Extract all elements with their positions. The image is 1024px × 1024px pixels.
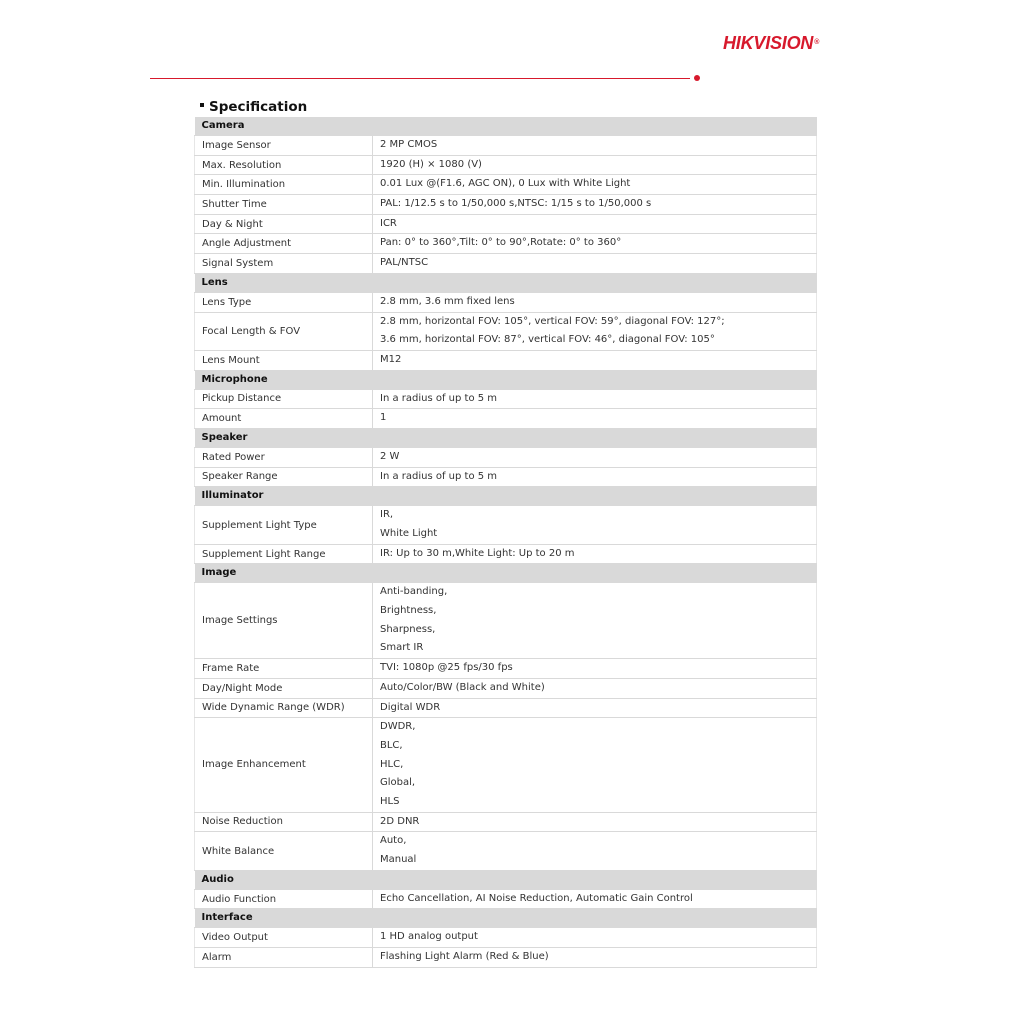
spec-row [195, 234, 817, 254]
spec-value-line: ICR [380, 217, 397, 229]
spec-label: Frame Rate [195, 659, 373, 679]
spec-value [373, 214, 817, 234]
spec-value [373, 506, 817, 544]
spec-value-line: Digital WDR [380, 701, 441, 713]
spec-value-line: Brightness, [380, 605, 437, 617]
spec-label: Max. Resolution [195, 155, 373, 175]
spec-label: Rated Power [195, 447, 373, 467]
spec-label: Supplement Light Range [195, 544, 373, 564]
spec-label: Audio Function [195, 889, 373, 909]
section-header [195, 273, 817, 292]
spec-value [373, 155, 817, 175]
section-title: Camera [195, 117, 817, 136]
spec-label: Image Settings [195, 583, 373, 659]
spec-row [195, 175, 817, 195]
spec-value-line: PAL/NTSC [380, 257, 429, 269]
spec-value [373, 678, 817, 698]
spec-row [195, 467, 817, 487]
spec-label: Angle Adjustment [195, 234, 373, 254]
section-header [195, 428, 817, 447]
section-title: Microphone [195, 370, 817, 389]
spec-label: Image Sensor [195, 136, 373, 156]
spec-value [373, 544, 817, 564]
spec-row [195, 889, 817, 909]
spec-value-line: Auto, [380, 835, 407, 847]
spec-value [373, 467, 817, 487]
spec-value [373, 698, 817, 718]
page-title [200, 98, 307, 116]
section-header [195, 909, 817, 928]
spec-label: Image Enhancement [195, 718, 373, 812]
spec-value [373, 718, 817, 812]
spec-value [373, 832, 817, 870]
spec-value [373, 136, 817, 156]
spec-row [195, 659, 817, 679]
spec-row [195, 928, 817, 948]
spec-value-line: 2 MP CMOS [380, 139, 438, 150]
spec-label: Wide Dynamic Range (WDR) [195, 698, 373, 718]
spec-value-line: Auto/Color/BW (Black and White) [380, 681, 545, 693]
spec-label: Signal System [195, 254, 373, 274]
spec-row [195, 832, 817, 870]
spec-row [195, 718, 817, 812]
spec-value-line: Flashing Light Alarm (Red & Blue) [380, 951, 549, 963]
spec-row [195, 254, 817, 274]
section-title: Interface [195, 909, 817, 928]
spec-label: Lens Mount [195, 350, 373, 370]
spec-row [195, 812, 817, 832]
spec-value-line: Manual [380, 854, 417, 865]
spec-value [373, 409, 817, 429]
section-header [195, 564, 817, 583]
page-title-text: Specification [209, 99, 308, 115]
spec-value-line: 1920 (H) × 1080 (V) [380, 158, 482, 170]
spec-value-line: 3.6 mm, horizontal FOV: 87°, vertical FOV: 46°, diagonal FOV: 105° [380, 334, 715, 346]
section-header [195, 487, 817, 506]
section-title: Audio [195, 870, 817, 889]
spec-value-line: White Light [380, 528, 438, 539]
spec-value [373, 583, 817, 659]
spec-value-line: 2D DNR [380, 815, 420, 827]
spec-value [373, 195, 817, 215]
spec-row [195, 583, 817, 659]
section-title: Speaker [195, 428, 817, 447]
spec-row [195, 312, 817, 350]
spec-value [373, 312, 817, 350]
section-header [195, 117, 817, 136]
spec-value-line: Sharpness, [380, 623, 436, 635]
spec-row [195, 214, 817, 234]
spec-value-line: Global, [380, 777, 416, 789]
spec-row [195, 136, 817, 156]
spec-table [194, 117, 817, 968]
spec-value-line: HLS [380, 795, 400, 807]
spec-label: Speaker Range [195, 467, 373, 487]
spec-value-line: DWDR, [380, 721, 416, 733]
spec-value-line: IR: Up to 30 m,White Light: Up to 20 m [380, 547, 575, 559]
spec-row [195, 447, 817, 467]
spec-label: White Balance [195, 832, 373, 870]
spec-value-line: Anti-banding, [380, 586, 448, 598]
spec-value [373, 234, 817, 254]
spec-value-line: In a radius of up to 5 m [380, 470, 498, 482]
spec-label: Supplement Light Type [195, 506, 373, 544]
spec-label: Min. Illumination [195, 175, 373, 195]
spec-value-line: 1 HD analog output [380, 931, 478, 943]
spec-value [373, 812, 817, 832]
spec-value [373, 928, 817, 948]
header-divider-dot [694, 75, 700, 81]
spec-value [373, 948, 817, 968]
spec-row [195, 506, 817, 544]
spec-value-line: M12 [380, 353, 402, 365]
spec-value-line: 2.8 mm, 3.6 mm fixed lens [380, 295, 515, 307]
spec-label: Lens Type [195, 292, 373, 312]
spec-row [195, 155, 817, 175]
spec-row [195, 292, 817, 312]
spec-value [373, 889, 817, 909]
spec-label: Alarm [195, 948, 373, 968]
registered-mark: ® [814, 39, 820, 46]
spec-value-line: 1 [380, 412, 387, 424]
spec-value-line: Pan: 0° to 360°,Tilt: 0° to 90°,Rotate: 0° to 360° [380, 237, 622, 249]
spec-row [195, 409, 817, 429]
header-divider [150, 78, 690, 79]
spec-value-line: IR, [380, 509, 394, 521]
section-title: Image [195, 564, 817, 583]
spec-value-line: 2 W [380, 450, 400, 462]
spec-value [373, 447, 817, 467]
bullet-icon [200, 103, 204, 107]
section-header [195, 870, 817, 889]
spec-value-line: Echo Cancellation, AI Noise Reduction, Automatic Gain Control [380, 892, 693, 904]
section-header [195, 370, 817, 389]
spec-label: Pickup Distance [195, 389, 373, 409]
spec-label: Day/Night Mode [195, 678, 373, 698]
spec-value-line: BLC, [380, 739, 403, 751]
brand-logo-text: HIKVISION [723, 33, 814, 53]
spec-row [195, 389, 817, 409]
spec-label: Day & Night [195, 214, 373, 234]
spec-row [195, 544, 817, 564]
spec-value-line: 0.01 Lux @(F1.6, AGC ON), 0 Lux with White Light [380, 178, 631, 190]
spec-row [195, 698, 817, 718]
spec-value-line: In a radius of up to 5 m [380, 392, 498, 404]
spec-value-line: HLC, [380, 758, 404, 770]
spec-label: Focal Length & FOV [195, 312, 373, 350]
spec-row [195, 678, 817, 698]
spec-row [195, 195, 817, 215]
spec-label: Video Output [195, 928, 373, 948]
spec-value-line: TVI: 1080p @25 fps/30 fps [380, 662, 513, 674]
spec-label: Amount [195, 409, 373, 429]
spec-value [373, 389, 817, 409]
spec-value [373, 175, 817, 195]
spec-value [373, 350, 817, 370]
spec-row [195, 350, 817, 370]
brand-logo [723, 33, 819, 53]
spec-row [195, 948, 817, 968]
section-title: Illuminator [195, 487, 817, 506]
spec-value-line: 2.8 mm, horizontal FOV: 105°, vertical FOV: 59°, diagonal FOV: 127°; [380, 315, 725, 327]
spec-value [373, 254, 817, 274]
spec-value [373, 659, 817, 679]
spec-value-line: Smart IR [380, 642, 424, 654]
spec-label: Shutter Time [195, 195, 373, 215]
spec-value-line: PAL: 1/12.5 s to 1/50,000 s,NTSC: 1/15 s to 1/50,000 s [380, 198, 652, 210]
spec-value [373, 292, 817, 312]
spec-label: Noise Reduction [195, 812, 373, 832]
section-title: Lens [195, 273, 817, 292]
spec-table-body [195, 117, 817, 967]
